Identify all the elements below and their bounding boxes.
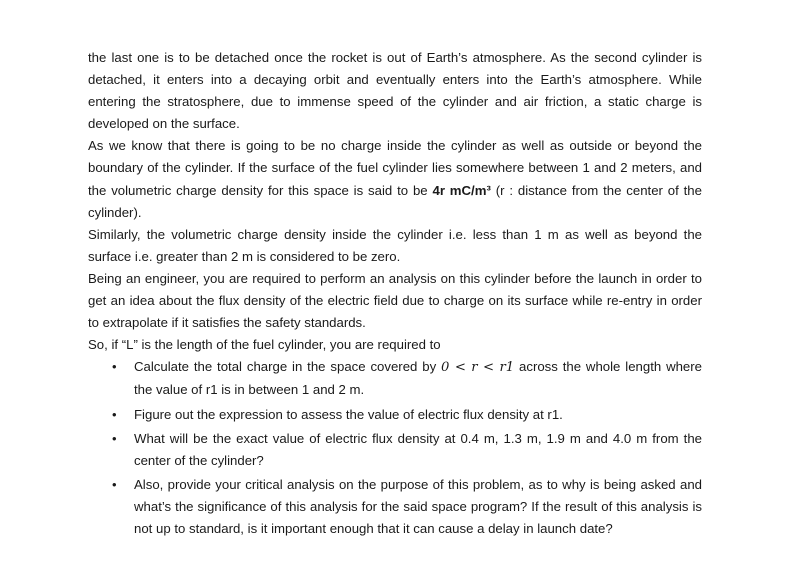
task-total-charge-rest: across the whole length where the value of r1 is in between 1 and 2 m. xyxy=(134,359,702,398)
list-item xyxy=(88,428,702,472)
inequality-math: 0 < r < r1 xyxy=(441,360,515,376)
paragraph-engineer-analysis: Being an engineer, you are required to perform an analysis on this cylinder before the launch in order to get an idea about the flux density of the electric field due to charge on its surface while re-entry in order to extrapolate if it satisfies the safety standards. xyxy=(88,270,702,331)
charge-density-note: (r : distance from the center of the cylinder). xyxy=(88,182,702,220)
document-body xyxy=(88,47,702,542)
charge-density-value: 4r mC/m³ xyxy=(432,182,491,198)
requirements-list xyxy=(88,356,702,540)
task-flux-values: What will be the exact value of electric flux density at 0.4 m, 1.3 m, 1.9 m and 4.0 m from the center of the cylinder? xyxy=(134,430,702,468)
paragraph-charge-density xyxy=(88,135,702,223)
bullet-icon: • xyxy=(112,476,117,492)
bullet-icon: • xyxy=(112,406,117,422)
list-item xyxy=(88,474,702,540)
bullet-icon: • xyxy=(112,430,117,446)
task-critical-analysis: Also, provide your critical analysis on the purpose of this problem, as to why is being asked and what’s the significance of this analysis for the said space program? If the result of this analysis is not up to standard, is it important enough that it can cause a delay in launch date? xyxy=(134,476,702,536)
charge-density-text: As we know that there is going to be no charge inside the cylinder as well as outside or beyond the boundary of the cylinder. If the surface of the fuel cylinder lies somewhere between 1 and 2 meters, and the volumetric charge density for this space is said to be xyxy=(88,138,702,198)
paragraph-zero-density: Similarly, the volumetric charge density inside the cylinder i.e. less than 1 m as well as beyond the surface i.e. greater than 2 m is considered to be zero. xyxy=(88,226,702,264)
paragraph-requirements-intro: So, if “L” is the length of the fuel cylinder, you are required to xyxy=(88,337,441,353)
task-total-charge-text: Calculate the total charge in the space covered by xyxy=(134,359,442,375)
paragraph-detachment: the last one is to be detached once the rocket is out of Earth’s atmosphere. As the second cylinder is detached, it enters into a decaying orbit and eventually enters into the Earth’s atmosphere. While entering the stratosphere, due to immense speed of the cylinder and air friction, a static charge is developed on the surface. xyxy=(88,50,702,132)
list-item xyxy=(88,356,702,401)
bullet-icon: • xyxy=(112,359,117,375)
task-flux-expression: Figure out the expression to assess the value of electric flux density at r1. xyxy=(134,406,563,422)
list-item xyxy=(88,404,702,426)
